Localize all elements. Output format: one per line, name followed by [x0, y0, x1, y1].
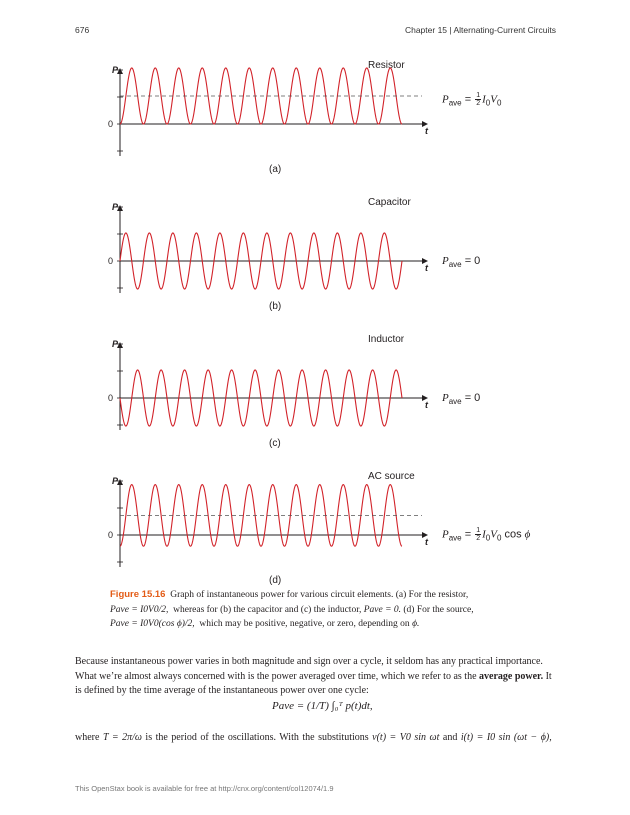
- y-tick-label: 0: [108, 530, 114, 540]
- figure-caption: [110, 588, 530, 632]
- pave-label-c: $P_{ave} = 0$: [442, 392, 481, 407]
- equation-text: Pave = (1/T) ∫₀ᵀ p(t)dt,: [272, 700, 373, 712]
- average-power-equation: [272, 700, 373, 712]
- x-axis-label: t: [425, 537, 428, 547]
- y-tick-label: 0: [108, 256, 114, 266]
- body-paragraph-1: [75, 655, 555, 699]
- para1-text-b: It is defined by the time average of the instantaneous power over one cycle:: [75, 670, 552, 696]
- page-number: 676: [75, 25, 90, 35]
- panel-label-a: (a): [269, 164, 282, 175]
- caption-eq3: Pave = I0V0(cos ϕ)/2,: [110, 619, 195, 629]
- caption-phi: ϕ.: [412, 619, 420, 629]
- x-axis-label: t: [425, 263, 428, 273]
- figure-label: Figure 15.16: [110, 589, 166, 600]
- caption-line2: whereas for (b) the capacitor and (c) the inductor,: [173, 604, 362, 615]
- current-equation: i(t) = I0 sin (ωt − ϕ),: [460, 732, 552, 743]
- average-power-term: average power.: [479, 670, 544, 682]
- panel-label-c: (c): [269, 438, 281, 449]
- y-axis-label: P: [112, 202, 119, 212]
- caption-line2-tail: (d) For the source,: [403, 604, 474, 615]
- caption-eq1: Pave = I0V0/2,: [110, 604, 169, 615]
- chart-title: AC source: [368, 471, 415, 482]
- chart-title: Inductor: [368, 334, 405, 345]
- chart-resistor: [100, 60, 540, 180]
- para1-text: Because instantaneous power varies in both magnitude and sign over a cycle, it seldom has any practical importance. What we’re almost always concerned with is the power averaged over time, which we refer to as the: [75, 656, 543, 682]
- chapter-title: Chapter 15 | Alternating-Current Circuits: [404, 25, 556, 35]
- x-axis-label: t: [425, 400, 428, 410]
- y-tick-label: 0: [108, 119, 114, 129]
- body-paragraph-2: [75, 731, 555, 746]
- chart-title: Capacitor: [368, 197, 411, 208]
- period-equation: T = 2π/ω: [102, 732, 142, 743]
- chart-title: Resistor: [368, 60, 405, 71]
- footer-text: This OpenStax book is available for free at http://cnx.org/content/col12074/1.9: [75, 784, 334, 793]
- panel-label-b: (b): [269, 301, 282, 312]
- para2-where: where: [75, 732, 100, 743]
- pave-label-a: $P_{ave}$ = $\frac{1}{2}$ $I_0V_0$: [442, 92, 502, 108]
- x-axis-label: t: [425, 126, 428, 136]
- caption-line1: Graph of instantaneous power for various circuit elements. (a) For the resistor,: [170, 590, 469, 600]
- y-axis-label: P: [112, 339, 119, 349]
- caption-line3: which may be positive, negative, or zero, depending on: [199, 619, 410, 629]
- voltage-equation: v(t) = V0 sin ωt: [372, 732, 440, 743]
- para2-and: and: [442, 732, 458, 743]
- y-tick-label: 0: [108, 393, 114, 403]
- y-axis-label: P: [112, 65, 119, 75]
- panel-label-d: (d): [269, 575, 282, 586]
- y-axis-label: P: [112, 476, 119, 486]
- pave-label-d: $P_{ave}$ = $\frac{1}{2}$ $I_0V_0$ cos ϕ: [442, 527, 531, 543]
- chart-panel-a: [100, 60, 540, 180]
- para2-text: is the period of the oscillations. With the substitutions: [145, 732, 369, 743]
- caption-eq2: Pave = 0.: [363, 604, 402, 615]
- pave-label-b: $P_{ave} = 0$: [442, 255, 481, 270]
